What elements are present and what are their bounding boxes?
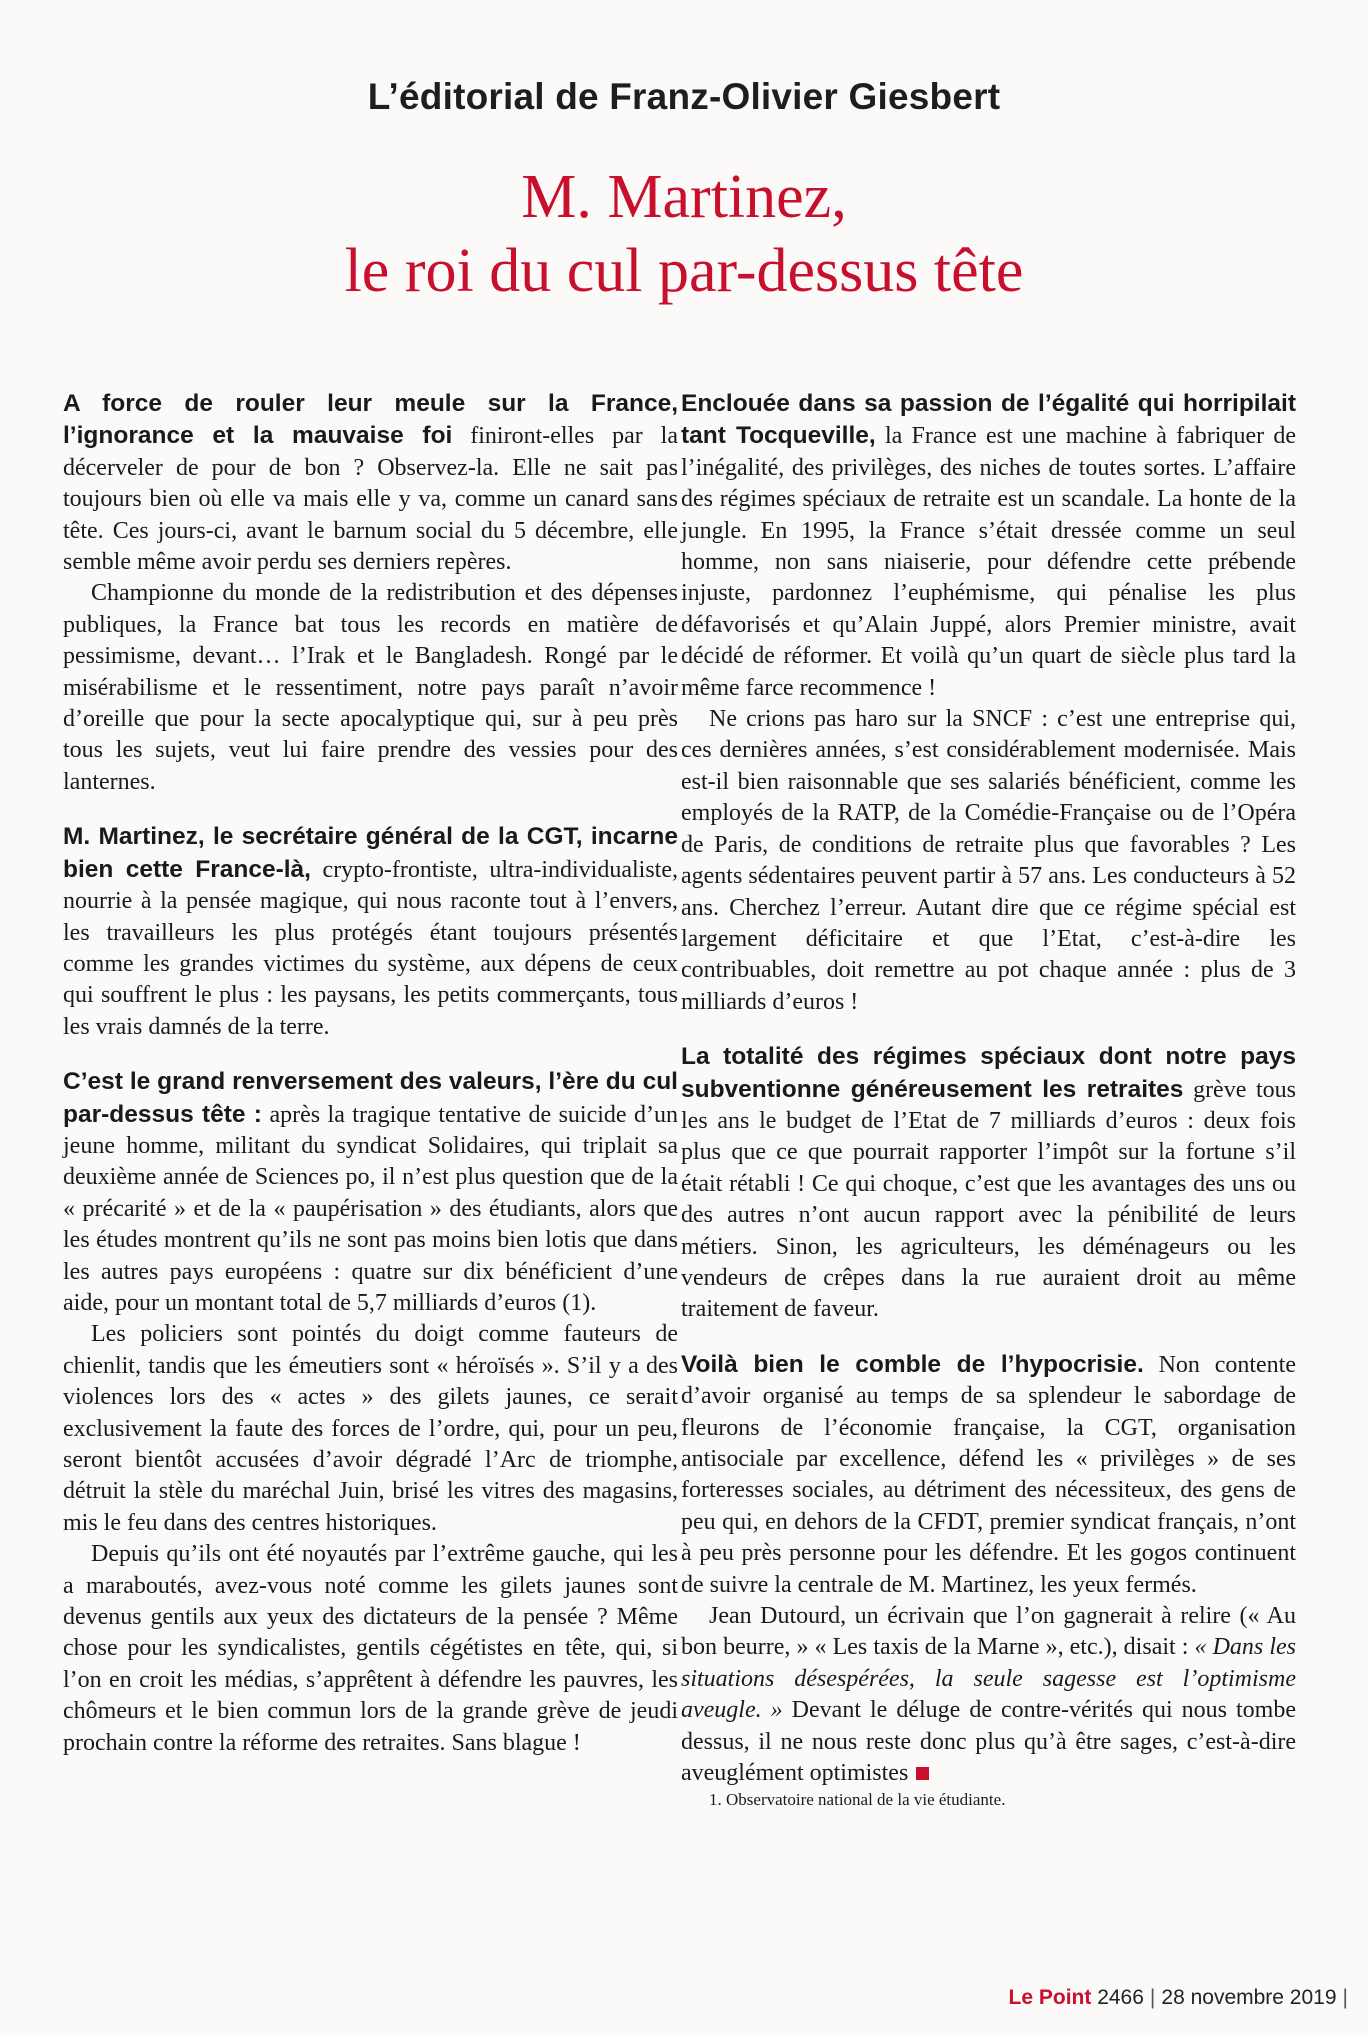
- issue-date: 28 novembre 2019: [1161, 1986, 1337, 2009]
- page-footer: [1009, 1986, 1354, 2010]
- paragraph: [63, 1066, 678, 1319]
- paragraph: [63, 1319, 678, 1539]
- paragraph-text: crypto-frontiste, ultra-individualiste, nourrie à la pensée magique, qui nous raconte tout à l’envers, les travailleurs les plus protégés étant toujours présentés comme les grandes victimes du système, aux dépens de ceux qui souffrent le plus : les paysans, les petits commerçants, tous les vrais damnés de la terre.: [63, 856, 678, 1040]
- paragraph-text: la France est une machine à fabriquer de l’inégalité, des privilèges, des niches de toutes sortes. L’affaire des régimes spéciaux de retraite est un scandale. La honte de la jungle. En 1995, la France s’était dressée comme un seul homme, non sans niaiserie, pour défendre cette prébende injuste, pardonnez l’euphémisme, qui pénalise les plus défavorisés et qu’Alain Juppé, alors Premier ministre, avait décidé de réformer. Et voilà qu’un quart de siècle plus tard la même farce recommence !: [681, 423, 1296, 701]
- headline: [0, 160, 1368, 308]
- paragraph-text: Non contente d’avoir organisé au temps de sa splendeur le sabordage de fleurons de l’économie française, la CGT, organisation antisociale par excellence, défend les « privilèges » de ses forteresses sociales, au détriment des nécessiteux, des gens de peu qui, en dehors de la CFDT, premier syndicat français, n’ont à peu près personne pour les défendre. Et les gogos continuent de suivre la centrale de M. Martinez, les yeux fermés.: [681, 1351, 1296, 1598]
- paragraph-text: Championne du monde de la redistribution et des dépenses publiques, la France bat tous les records en matière de pessimisme, devant… l’Irak et le Bangladesh. Rongé par le misérabilisme et le ressentiment, notre pays paraît n’avoir d’oreille que pour la secte apocalyptique qui, sur à peu près tous les sujets, veut lui faire prendre des vessies pour des lanternes.: [63, 580, 678, 795]
- separator: |: [1342, 1986, 1348, 2009]
- issue-number: 2466: [1097, 1986, 1144, 2009]
- paragraph-text: Devant le déluge de contre-vérités qui nous tombe dessus, il ne nous reste donc plus qu’à être sages, c’est-à-dire aveuglément optimistes: [681, 1697, 1296, 1787]
- paragraph: [63, 1539, 678, 1759]
- paragraph: [681, 388, 1296, 704]
- editorial-kicker: L’éditorial de Franz-Olivier Giesbert: [367, 76, 1001, 117]
- footnote: 1. Observatoire national de la vie étudiante.: [709, 1790, 1006, 1810]
- closing-paragraph: [681, 1601, 1296, 1789]
- paragraph: [681, 704, 1296, 1018]
- end-mark-icon: [916, 1767, 929, 1780]
- paragraph: [681, 1349, 1296, 1601]
- magazine-name: Le Point: [1008, 1986, 1092, 2009]
- lead-in: C’est le grand renversement des valeurs, l’ère du cul par-dessus tête :: [63, 1068, 678, 1128]
- paragraph-text: grève tous les ans le budget de l’Etat de 7 milliards d’euros : deux fois plus que ce que pourrait rapporter l’impôt sur la fortune s’il était rétabli ! Ce qui choque, c’est que les avantages des uns ou des autres n’ont aucun rapport avec la pénibilité de leurs métiers. Sinon, les agriculteurs, les déménageurs ou les vendeurs de crêpes dans la rue auraient droit au même traitement de faveur.: [681, 1076, 1297, 1323]
- headline-line-2: le roi du cul par-dessus tête: [344, 237, 1024, 305]
- separator: |: [1149, 1986, 1156, 2009]
- paragraph: [681, 1041, 1296, 1326]
- paragraph-text: finiront-elles par la décerveler de pour de bon ? Observez-la. Elle ne sait pas toujours bien où elle va mais elle y va, comme un canard sans tête. Ces jours-ci, avant le barnum social du 5 décembre, elle semble même avoir perdu ses derniers repères.: [63, 423, 678, 576]
- dutourd-quote: « Dans les situations désespérées, la seule sagesse est l’optimisme aveugle. »: [681, 1634, 1296, 1724]
- right-column: [681, 388, 1296, 1811]
- lead-in: Voilà bien le comble de l’hypocrisie.: [681, 1350, 1144, 1378]
- left-column: [63, 388, 678, 1759]
- lead-in: A force de rouler leur meule sur la France, l’ignorance et la mauvaise foi: [63, 390, 678, 450]
- paragraph-text: Ne crions pas haro sur la SNCF : c’est une entreprise qui, ces dernières années, s’est considérablement modernisée. Mais est-il bien raisonnable que ses salariés bénéficient, comme les employés de la RATP, de la Comédie-Française ou de l’Opéra de Paris, de conditions de retraite plus que favorables ? Les agents sédentaires peuvent partir à 57 ans. Les conducteurs à 52 ans. Cherchez l’erreur. Autant dire que ce régime spécial est largement déficitaire et que l’Etat, c’est-à-dire les contribuables, doit remettre au pot chaque année : plus de 3 milliards d’euros !: [681, 706, 1296, 1015]
- paragraph-text: après la tragique tentative de suicide d’un jeune homme, militant du syndicat Solidaires, qui triplait sa deuxième année de Sciences po, il n’est plus question que de la « précarité » et de la « paupérisation » des étudiants, alors que les études montrent qu’ils ne sont pas moins bien lotis que dans les autres pays européens : quatre sur dix bénéficient d’une aide, pour un montant total de 5,7 milliards d’euros (1).: [63, 1101, 679, 1316]
- paragraph: [63, 578, 678, 798]
- paragraph: [63, 388, 678, 578]
- lead-in: M. Martinez, le secrétaire général de la CGT, incarne bien cette France-là,: [63, 823, 678, 883]
- lead-in: Enclouée dans sa passion de l’égalité qui horripilait tant Tocqueville,: [681, 390, 1296, 450]
- paragraph-text: Depuis qu’ils ont été noyautés par l’extrême gauche, qui les a maraboutés, avez-vous noté comme les gilets jaunes sont devenus gentils aux yeux des dictateurs de la pensée ? Même chose pour les syndicalistes, gentils cégétistes en tête, qui, si l’on en croit les médias, s’apprêtent à défendre les pauvres, les chômeurs et le bien commun lors de la grande grève de jeudi prochain contre la réforme des retraites. Sans blague !: [63, 1541, 678, 1756]
- lead-in: La totalité des régimes spéciaux dont notre pays subventionne généreusement les retraites: [681, 1043, 1296, 1103]
- paragraph: [63, 821, 678, 1043]
- headline-line-1: M. Martinez,: [521, 163, 847, 231]
- paragraph-text: Les policiers sont pointés du doigt comme fauteurs de chienlit, tandis que les émeutiers sont « héroïsés ». S’il y a des violences lors des « actes » des gilets jaunes, ce serait exclusivement la faute des forces de l’ordre, qui, pour un peu, seront bientôt accusées d’avoir dégradé l’Arc de triomphe, détruit la stèle du maréchal Juin, brisé les vitres des magasins, mis le feu dans des centres historiques.: [63, 1321, 678, 1536]
- paragraph-text: Jean Dutourd, un écrivain que l’on gagnerait à relire (« Au bon beurre, » « Les taxis de la Marne », etc.), disait :: [681, 1603, 1296, 1661]
